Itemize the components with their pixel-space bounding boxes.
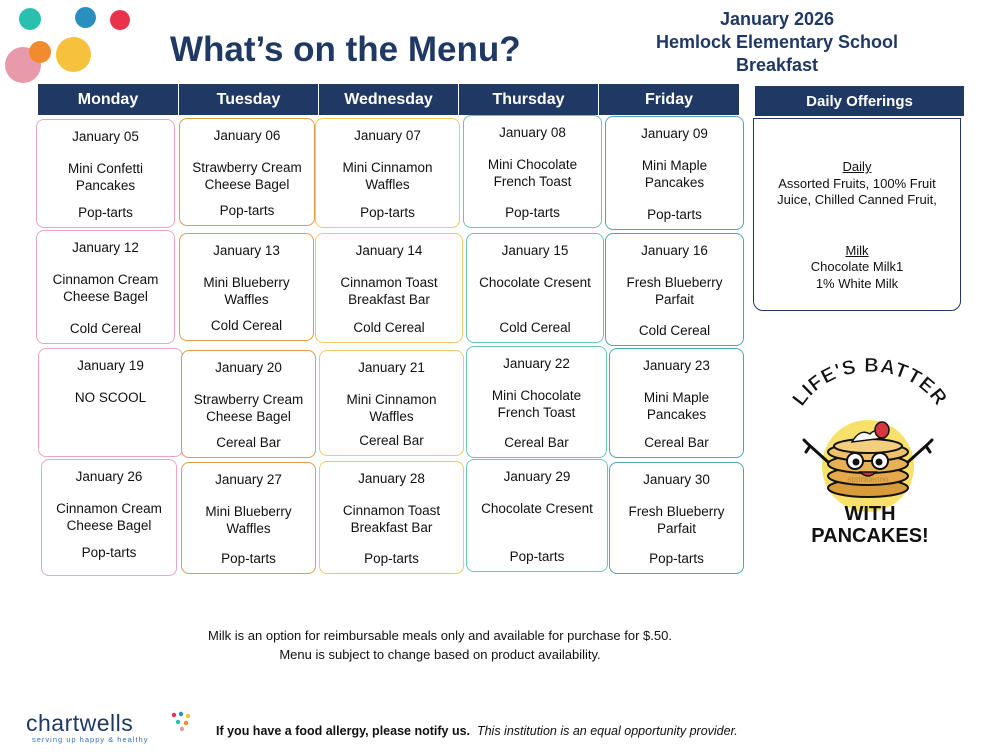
promo-text-top: LIFE'S BATTER	[788, 358, 952, 411]
cell-main-item: Fresh Blueberry Parfait	[626, 275, 723, 307]
cell-date: January 22	[503, 356, 570, 371]
day-header-wednesday: Wednesday	[319, 84, 459, 115]
cell-date: January 14	[355, 243, 423, 258]
cell-date: January 26	[75, 469, 143, 484]
menu-cell-jan-19	[38, 348, 183, 457]
cell-main-item: Mini Maple Pancakes	[643, 390, 710, 422]
cell-main-item: Cinnamon Toast Breakfast Bar	[340, 275, 438, 307]
cell-main-item: Mini Blueberry Waffles	[205, 504, 292, 536]
cell-side-item: Pop-tarts	[364, 551, 419, 566]
menu-cell-jan-16	[605, 233, 744, 346]
milk-price-note: Milk is an option for reimbursable meals only and available for purchase for $.50.	[208, 628, 672, 643]
menu-cell-jan-28	[319, 461, 464, 574]
decor-dot-blue	[75, 7, 96, 28]
cell-main-item: Chocolate Cresent	[481, 501, 593, 516]
menu-cell-jan-20	[181, 350, 316, 458]
decor-dot-red	[110, 10, 130, 30]
cell-side-item: Cold Cereal	[638, 323, 711, 338]
equal-opportunity-notice: This institution is an equal opportunity provider.	[476, 724, 738, 738]
menu-cell-jan-30	[609, 462, 744, 574]
cell-side-item: Pop-tarts	[649, 551, 704, 566]
cell-side-item: Cold Cereal	[69, 321, 142, 336]
cell-main-item: Mini Maple Pancakes	[641, 158, 708, 190]
day-header-monday: Monday	[38, 84, 179, 115]
cell-side-item: Cereal Bar	[216, 435, 281, 450]
logo-tagline: serving up happy & healthy	[32, 735, 149, 744]
cell-main-item: Mini Cinnamon Waffles	[346, 392, 437, 424]
cell-main-item: Chocolate Cresent	[479, 275, 591, 290]
day-header-tuesday: Tuesday	[179, 84, 319, 115]
menu-change-note: Menu is subject to change based on product availability.	[279, 647, 601, 662]
menu-cell-jan-07	[315, 118, 460, 228]
cell-date: January 21	[358, 360, 425, 375]
cell-side-item: Pop-tarts	[647, 207, 702, 222]
pancake-promo-image	[780, 358, 960, 554]
cell-side-item: Pop-tarts	[505, 205, 560, 220]
menu-cell-jan-15	[466, 233, 604, 343]
cell-main-item: Cinnamon Cream Cheese Bagel	[52, 272, 159, 304]
cell-side-item: Cold Cereal	[499, 320, 571, 335]
cell-side-item: Cold Cereal	[210, 318, 283, 333]
cell-date: January 23	[643, 358, 710, 373]
cell-side-item: Pop-tarts	[221, 551, 276, 566]
cell-side-item: Cereal Bar	[644, 435, 709, 450]
decor-dot-teal	[19, 8, 41, 30]
menu-cell-jan-06	[179, 118, 315, 226]
menu-cell-jan-22	[466, 346, 607, 458]
cell-date: January 05	[72, 129, 139, 144]
promo-text-bottom-1: WITH	[844, 503, 896, 525]
footer-statement	[216, 724, 738, 738]
menu-cell-jan-12	[36, 230, 175, 344]
milk-line-2: 1% White Milk	[815, 275, 899, 291]
logo-dots-icon	[170, 711, 192, 733]
daily-title: Daily	[842, 159, 872, 174]
cell-date: January 16	[641, 243, 708, 258]
meal-type: Breakfast	[735, 55, 819, 75]
cell-main-item: Mini Cinnamon Waffles	[342, 160, 433, 192]
promo-watermark: sprinklerino	[847, 475, 889, 484]
cell-date: January 13	[213, 243, 280, 258]
cell-date: January 08	[499, 125, 566, 140]
menu-cell-jan-23	[609, 348, 744, 458]
cell-date: January 28	[358, 471, 425, 486]
cell-side-item: Cold Cereal	[353, 320, 425, 335]
cell-main-item: Mini Chocolate French Toast	[491, 388, 582, 420]
cell-date: January 07	[354, 128, 421, 143]
cell-date: January 27	[215, 472, 282, 487]
cell-main-item: Mini Blueberry Waffles	[203, 275, 290, 307]
menu-cell-jan-05	[36, 119, 175, 228]
page-title: What’s on the Menu?	[170, 30, 521, 69]
daily-offerings-header: Daily Offerings	[755, 86, 964, 116]
cell-date: January 15	[501, 243, 569, 258]
school-name: Hemlock Elementary School	[655, 32, 899, 52]
cell-side-item: Cereal Bar	[359, 433, 424, 448]
cell-side-item: Pop-tarts	[509, 549, 565, 564]
cell-date: January 30	[643, 472, 710, 487]
menu-cell-jan-13	[179, 233, 314, 341]
cell-side-item: Pop-tarts	[81, 545, 137, 560]
cell-main-item: Cinnamon Cream Cheese Bagel	[56, 501, 162, 533]
allergy-notice: If you have a food allergy, please notify us.	[216, 724, 470, 738]
milk-line-1: Chocolate Milk1	[810, 259, 904, 274]
menu-month: January 2026	[719, 9, 835, 29]
cell-main-item: NO SCOOL	[74, 390, 147, 405]
cell-side-item: Cereal Bar	[504, 435, 569, 450]
cell-side-item: Pop-tarts	[78, 205, 133, 220]
menu-cell-jan-21	[319, 350, 464, 456]
cell-main-item: Strawberry Cream Cheese Bagel	[192, 160, 302, 192]
cell-date: January 19	[77, 358, 144, 373]
school-info	[612, 8, 942, 77]
cell-main-item: Mini Confetti Pancakes	[67, 161, 144, 193]
menu-cell-jan-27	[181, 462, 316, 574]
milk-title: Milk	[845, 242, 869, 258]
cell-date: January 06	[213, 128, 281, 143]
menu-cell-jan-08	[463, 115, 602, 228]
day-header-thursday: Thursday	[459, 84, 599, 115]
cell-side-item: Pop-tarts	[219, 203, 275, 218]
day-header-friday: Friday	[599, 84, 739, 115]
promo-text-bottom-2: PANCAKES!	[811, 525, 929, 547]
menu-cell-jan-29	[466, 459, 608, 572]
cell-date: January 29	[503, 469, 571, 484]
cell-side-item: Pop-tarts	[360, 205, 415, 220]
decor-dot-orange	[29, 41, 51, 63]
cell-date: January 20	[215, 360, 282, 375]
cell-date: January 09	[641, 126, 708, 141]
cell-main-item: Strawberry Cream Cheese Bagel	[193, 392, 304, 424]
daily-text: Assorted Fruits, 100% Fruit Juice, Chilled Canned Fruit,	[777, 175, 937, 207]
chartwells-logo: chartwells	[26, 710, 134, 736]
cell-main-item: Cinnamon Toast Breakfast Bar	[342, 503, 441, 535]
menu-cell-jan-26	[41, 459, 177, 576]
cell-date: January 12	[72, 240, 139, 255]
cell-main-item: Mini Chocolate French Toast	[487, 157, 578, 189]
menu-cell-jan-14	[315, 233, 463, 343]
decor-dot-yellow	[56, 37, 91, 72]
daily-offerings-box	[753, 118, 961, 311]
cell-main-item: Fresh Blueberry Parfait	[628, 504, 725, 536]
menu-cell-jan-09	[605, 116, 744, 230]
